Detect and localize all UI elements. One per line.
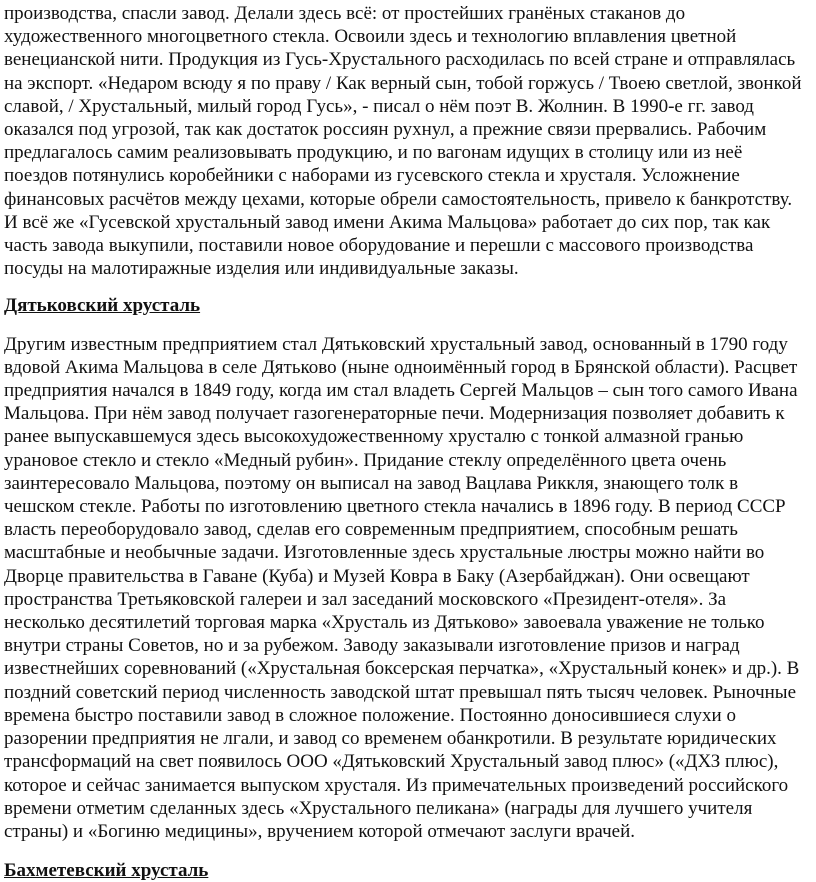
intro-paragraph: производства, спасли завод. Делали здесь всё: от простейших гранёных стаканов до художественного многоцветного стекла. Освоили здесь и технологию вплавления цветной венецианской нити. Продукция из Гусь-Хрустального расходилась по всей стране и отправлялась на экспорт. «Недаром всюду я по праву / Как верный сын, тобой горжусь / Твоею светлой, звонкой славой, / Хрустальный, милый город Гусь», - писал о нём поэт В. Жолнин. В 1990-е гг. завод оказался под угрозой, так как достаток россиян рухнул, а прежние связи прервались. Рабочим предлагалось самим реализовывать продукцию, и по вагонам идущих в столицу или из неё поездов потянулись коробейники с наборами из гусевского стекла и хрусталя. Усложнение финансовых расчётов между цехами, которые обрели самостоятельность, привело к банкротству. И всё же «Гусевской хрустальный завод имени Акима Мальцова» работает до сих пор, так как часть завода выкупили, поставили новое оборудование и перешли с массового производства посуды на малотиражные изделия или индивидуальные заказы.: [4, 3, 802, 280]
dyatkovo-paragraph: Другим известным предприятием стал Дятьковский хрустальный завод, основанный в 1790 году вдовой Акима Мальцова в селе Дятьково (ныне одноимённый город в Брянской области). Расцвет предприятия начался в 1849 году, когда им стал владеть Сергей Мальцов – сын того самого Ивана Мальцова. При нём завод получает газогенераторные печи. Модернизация позволяет добавить к ранее выпускавшемуся здесь высокохудожественному хрусталю с тонкой алмазной гранью урановое стекло и стекло «Медный рубин». Придание стеклу определённого цвета очень заинтересовало Мальцова, поэтому он выписал на завод Вацлава Риккля, знающего толк в чешском стекле. Работы по изготовлению цветного стекла начались в 1896 году. В период СССР власть переоборудовало завод, сделав его современным предприятием, способным решать масштабные и необычные задачи. Изготовленные здесь хрустальные люстры можно найти во Дворце правительства в Гаване (Куба) и Музей Ковра в Баку (Азербайджан). Они освещают пространства Третьяковской галереи и зал заседаний московского «Президент-отеля». За несколько десятилетий торговая марка «Хрусталь из Дятьково» завоевала уважение не только внутри страны Советов, но и за рубежом. Заводу заказывали изготовление призов и наград известнейших соревнований («Хрустальная боксерская перчатка», «Хрустальный конек» и др.). В поздний советский период численность заводской штат превышал пять тысяч человек. Рыночные времена быстро поставили завод в сложное положение. Постоянно доносившиеся слухи о разорении предприятия не лгали, и завод со временем обанкротили. В результате юридических трансформаций на свет появилось ООО «Дятьковский Хрустальный завод плюс» («ДХЗ плюс), которое и сейчас занимается выпуском хрусталя. Из примечательных произведений российского времени отметим сделанных здесь «Хрустального пеликана» (награды для лучшего учителя страны) и «Богиню медицины», вручением которой отмечают заслуги врачей.: [4, 333, 800, 842]
dyatkovo-section-heading: Дятьковский хрусталь: [4, 295, 201, 317]
bakhmetevo-section-heading: Бахметевский хрусталь: [4, 860, 209, 882]
